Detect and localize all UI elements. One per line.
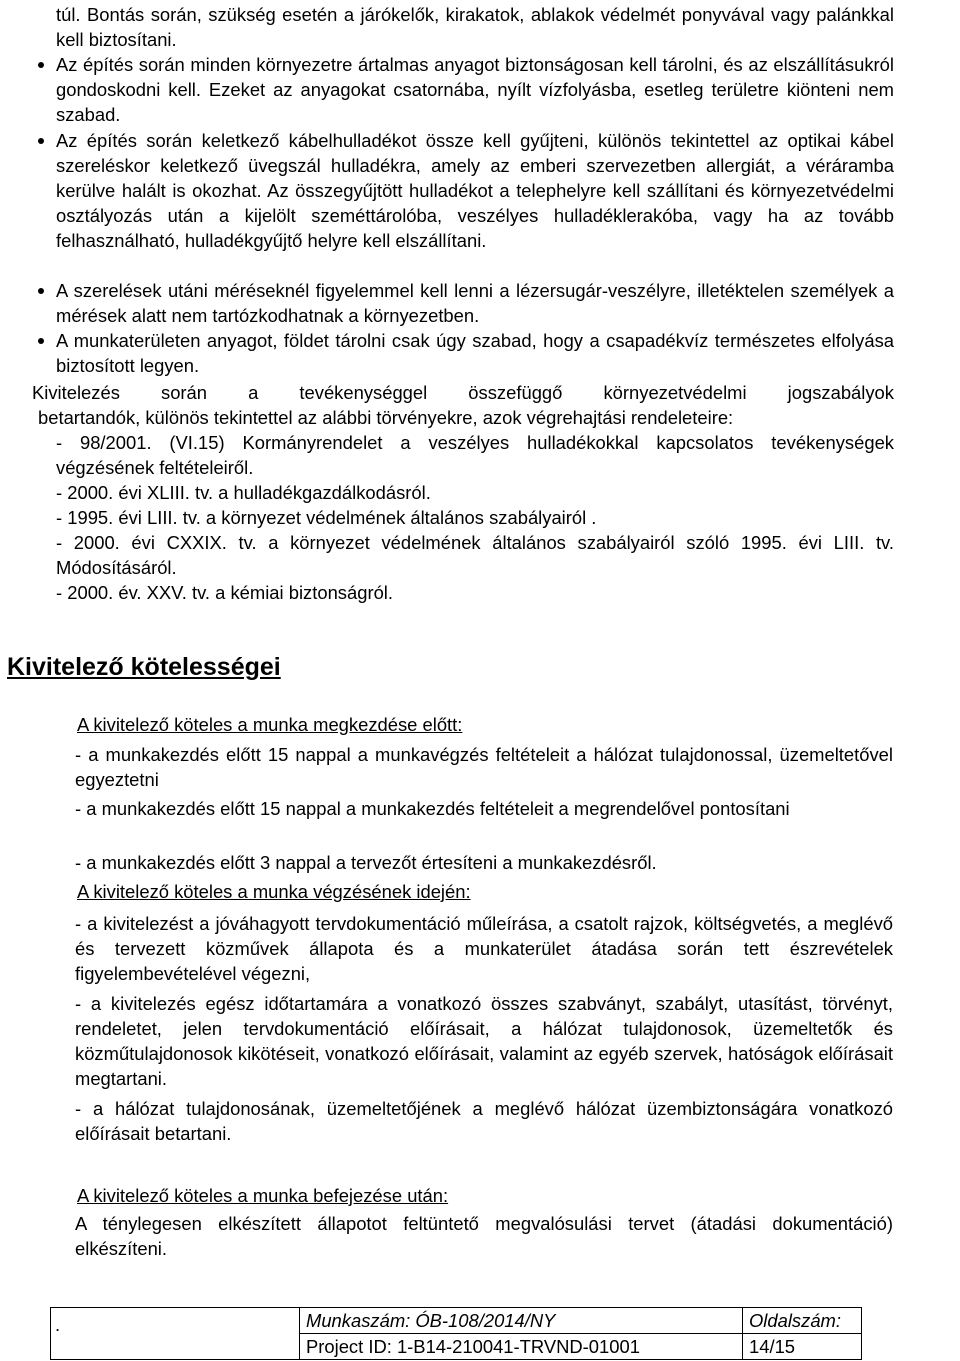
bullet-text: Az építés során minden környezetre ártalmas anyagot biztonságosan kell tárolni, és az elszállításukról gondoskodni kell. Ezeket az anyagokat csatornába, nyílt vízfolyásba, esetleg területre kiönteni nem szabad. xyxy=(56,54,894,125)
bullet-icon xyxy=(38,338,44,344)
during-title: A kivitelező köteles a munka végzésének idején: xyxy=(77,881,471,902)
list-item: - a munkakezdés előtt 15 nappal a munkavégzés feltételeit a hálózat tulajdonossal, üzemeltetővel egyeztetni xyxy=(75,744,893,790)
footer-page-number: 14/15 xyxy=(743,1334,862,1360)
bullet-icon xyxy=(38,138,44,144)
regulations-intro-line-1: Kivitelezés során a tevékenységgel összefüggő környezetvédelmi jogszabályok xyxy=(32,382,894,403)
continuation-paragraph: túl. Bontás során, szükség esetén a járókelők, kirakatok, ablakok védelmét ponyvával vagy palánkkal kell biztosítani. xyxy=(56,4,894,50)
list-item: - a kivitelezést a jóváhagyott tervdokumentáció műleírása, a csatolt rajzok, költségvetés, a meglévő és tervezett közművek állapota és a munkaterület átadása során tett észrevételek figyelembevételével végezni, xyxy=(75,913,893,984)
section-title: Kivitelező kötelességei xyxy=(7,653,281,681)
bullet-icon xyxy=(38,62,44,68)
list-item: - a hálózat tulajdonosának, üzemeltetőjének a meglévő hálózat üzembiztonságára vonatkozó előírásait betartani. xyxy=(75,1098,893,1144)
regulation-item: - 2000. év. XXV. tv. a kémiai biztonságról. xyxy=(56,582,393,603)
footer-page-label xyxy=(743,1308,862,1334)
bullet-text: A munkaterületen anyagot, földet tárolni csak úgy szabad, hogy a csapadékvíz természetes elfolyása biztosított legyen. xyxy=(56,330,894,376)
regulation-item: - 1995. évi LIII. tv. a környezet védelmének általános szabályairól . xyxy=(56,507,597,528)
regulation-item: - 98/2001. (VI.15) Kormányrendelet a veszélyes hulladékokkal kapcsolatos tevékenységek végzésének feltételeiről. xyxy=(56,432,894,478)
footer-project-id: Project ID: 1-B14-210041-TRVND-01001 xyxy=(300,1334,743,1360)
footer-work-number xyxy=(300,1308,743,1334)
page-footer xyxy=(0,1307,960,1361)
bullet-text: Az építés során keletkező kábelhulladékot össze kell gyűjteni, különös tekintettel az optikai kábel szereléskor keletkező üvegszál hulladékra, amely az emberi szervezetben allergiát, a véráramba kerülve halált is okozhat. Az összegyűjtött hulladékot a telephelyre kell szállítani és környezetvédelmi osztályozás után a kijelölt szeméttárolóba, veszélyes hulladéklerakóba, vagy ha az tovább felhasználható, hulladékgyűjtő helyre kell elszállítani. xyxy=(56,130,894,251)
regulations-intro-line-2: betartandók, különös tekintettel az alábbi törvényekre, azok végrehajtási rendeleteire: xyxy=(38,407,734,428)
page-label-text: Oldalszám: xyxy=(749,1310,841,1331)
list-item: A ténylegesen elkészített állapotot feltüntető megvalósulási tervet (átadási dokumentáció) elkészíteni. xyxy=(75,1213,893,1259)
regulation-item: - 2000. évi CXXIX. tv. a környezet védelmének általános szabályairól szóló 1995. évi LIII. tv. Módosításáról. xyxy=(56,532,894,578)
bullet-text: A szerelések utáni méréseknél figyelemmel kell lenni a lézersugár-veszélyre, illetéktelen személyek a mérések alatt nem tartózkodhatnak a környezetben. xyxy=(56,280,894,326)
footer-left-cell: . xyxy=(51,1308,300,1360)
work-number-text: Munkaszám: ÓB-108/2014/NY xyxy=(306,1310,556,1331)
list-item: - a munkakezdés előtt 15 nappal a munkakezdés feltételeit a megrendelővel pontosítani xyxy=(75,798,790,819)
list-item: - a kivitelezés egész időtartamára a vonatkozó összes szabványt, szabályt, utasítást, törvényt, rendeletet, jelen tervdokumentáció előírásait, a hálózat tulajdonosok, üzemeltetők és közműtulajdonosok kikötéseit, vonatkozó előírásait, valamint az egyéb szervek, hatóságok előírásait megtartani. xyxy=(75,993,893,1089)
after-title: A kivitelező köteles a munka befejezése után: xyxy=(77,1185,449,1206)
regulation-item: - 2000. évi XLIII. tv. a hulladékgazdálkodásról. xyxy=(56,482,431,503)
before-start-title: A kivitelező köteles a munka megkezdése előtt: xyxy=(77,714,463,735)
bullet-icon xyxy=(38,288,44,294)
list-item: - a munkakezdés előtt 3 nappal a tervezőt értesíteni a munkakezdésről. xyxy=(75,852,657,873)
footer-table xyxy=(50,1307,862,1360)
